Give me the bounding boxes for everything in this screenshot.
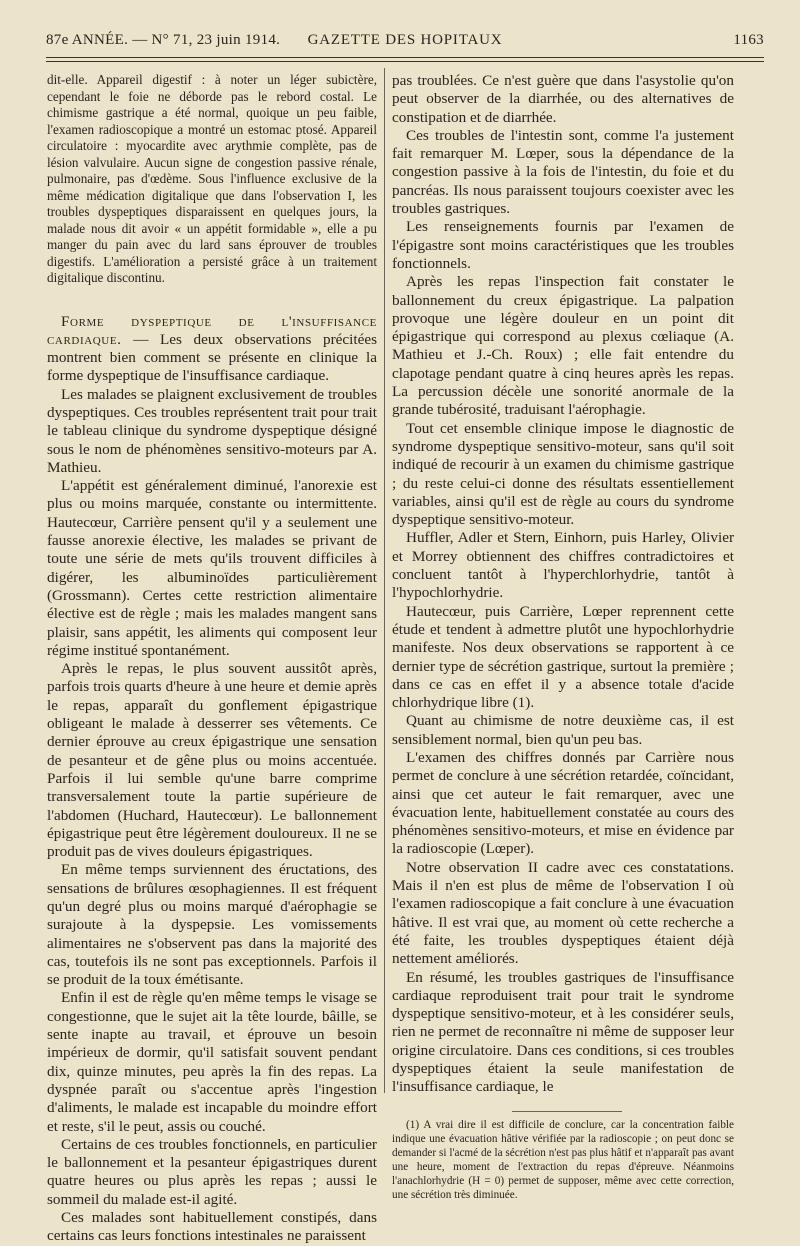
page-number: 1163: [733, 32, 764, 48]
footnote-rule: [512, 1111, 622, 1112]
footnote: (1) A vrai dire il est difficile de conclure, car la concentration faible indique une évacuation hâtive vérifiée par la radioscopie ; on peut donc se demander si l'acmé de la sécrétion n'est pas plus hâtif et n'apparaît pas avant une heure, moment de l'extraction du repas d'épreuve. Néanmoins l'anachlorhydrie (H = 0) permet de supposer, même avec cette correction, une sécrétion très diminuée.: [392, 1118, 734, 1201]
body-paragraph: Certains de ces troubles fonctionnels, en particulier le ballonnement et la pesanteur épigastriques durent quatre heures ou plus après les repas ; aussi le sommeil du malade est-il agité.: [47, 1135, 377, 1208]
body-paragraph: Ces troubles de l'intestin sont, comme l'a justement fait remarquer M. Lœper, sous la dépendance de la congestion passive à la fois de l'intestin, du foie et du pancréas. Ils nous paraissent toujours coexister avec les troubles gastriques.: [392, 126, 734, 218]
column-divider: [384, 68, 385, 1093]
body-paragraph: L'appétit est généralement diminué, l'anorexie est plus ou moins marquée, constante ou intermittente. Hautecœur, Carrière pensent qu'il y a seulement une fausse anorexie élective, les malades se privant de toute une série de mets qu'ils trouvent difficiles à digérer, les albuminoïdes particulièrement (Grossmann). Certes cette restriction alimentaire élective est de règle ; mais les malades mangent sans plaisir, sans appétit, les aliments qui composent leur régime institué spontanément.: [47, 477, 377, 659]
body-paragraph: Les renseignements fournis par l'examen de l'épigastre sont moins caractéristiques que les troubles fonctionnels.: [392, 218, 734, 272]
header-rule-top: [46, 57, 764, 58]
body-paragraph: En résumé, les troubles gastriques de l'insuffisance cardiaque reproduisent trait pour trait le syndrome dyspeptique sensitivo-moteur, et à les considérer seuls, rien ne permet de reconnaître ni même de supposer leur origine circulatoire. Dans ces conditions, si ces troubles dyspeptiques étaient la seule manifestation de l'insuffisance cardiaque, le: [392, 968, 734, 1096]
body-paragraph: Après les repas l'inspection fait constater le ballonnement du creux épigastrique. La palpation provoque une légère douleur en un point dit épigastrique qui correspond au plexus cœliaque (A. Mathieu et J.-Ch. Roux) ; elle fait entendre du clapotage pendant quatre à cinq heures après les repas. La percussion décèle une sonorité anormale de la grande tubérosité, traduisant l'aérophagie.: [392, 273, 734, 419]
body-paragraph: Notre observation II cadre avec ces constatations. Mais il n'en est plus de même de l'observation I où l'examen radioscopique a fait conclure à une évacuation hâtive. Il est vrai que, au moment où cette recherche a été faite, les troubles dyspeptiques étaient déjà nettement améliorés.: [392, 858, 734, 968]
body-paragraph: En même temps surviennent des éructations, des sensations de brûlures œsophagiennes. Il est fréquent qu'un degré plus ou moins marqué d'aérophagie se surajoute à la dyspepsie. Les vomissements alimentaires ne s'observent pas dans la majorité des cas, toutefois ils ne sont pas exceptionnels. Parfois il se produit de la toux émétisante.: [47, 861, 377, 989]
section-title: Forme dyspeptique de l'insuffisance cardiaque.: [47, 312, 377, 348]
body-paragraph: Enfin il est de règle qu'en même temps le visage se congestionne, que le sujet ait la tête lourde, bâille, se sente inapte au travail, et éprouve un besoin impérieux de dormir, qu'il satisfait souvent pendant dix, quinze minutes, peu après la fin des repas. La dyspnée paraît ou s'accentue après l'ingestion d'aliments, le malade est incapable du moindre effort et reste, s'il le peut, assis ou couché.: [47, 989, 377, 1135]
journal-title: GAZETTE DES HOPITAUX: [307, 32, 503, 48]
left-column: [47, 72, 377, 1246]
section-heading-paragraph: [47, 313, 377, 386]
right-column: [392, 72, 734, 1202]
section-intro: — Les deux observations précitées montrent bien comment se présente en clinique la forme dyspeptique de l'insuffisance cardiaque.: [47, 330, 377, 385]
body-paragraph: Ces malades sont habituellement constipés, dans certains cas leurs fonctions intestinales ne paraissent: [47, 1209, 377, 1245]
header-rule-bottom: [46, 61, 764, 62]
body-paragraph: Huffler, Adler et Stern, Einhorn, puis Harley, Olivier et Morrey obtiennent des chiffres contradictoires et concluent tantôt à l'hyperchlorhydrie, tantôt à l'hypochlorhydrie.: [392, 529, 734, 602]
body-paragraph: Quant au chimisme de notre deuxième cas, il est sensiblement normal, bien qu'un peu bas.: [392, 712, 734, 748]
body-paragraph: L'examen des chiffres donnés par Carrière nous permet de conclure à une sécrétion retardée, coïncidant, ainsi que cet auteur le fait remarquer, avec une évacuation lente, habituellement constatée au cours des phénomènes sensitivo-moteurs, et mise en évidence par la radioscopie (Lœper).: [392, 748, 734, 858]
case-report-paragraph: dit-elle. Appareil digestif : à noter un léger subictère, cependant le foie ne déborde pas le rebord costal. Le chimisme gastrique a été normal, quoique un peu faible, l'examen radioscopique a montré un estomac ptosé. Appareil circulatoire : myocardite avec arythmie complète, pas de lésion valvulaire. Aucun signe de congestion passive rénale, pulmonaire, pas d'œdème. Sous l'influence exclusive de la même médication digitalique que dans l'observation I, les troubles dyspeptiques disparaissent en quelques jours, la malade nous dit avoir « un appétit formidable », elle a pu manger du pain avec du lard sans éprouver de troubles digestifs. L'amélioration a persisté grâce à un traitement digitalique discontinu.: [47, 72, 377, 285]
body-paragraph: Après le repas, le plus souvent aussitôt après, parfois trois quarts d'heure à une heure et demie après le repas, apparaît du gonflement épigastrique obligeant le malade à desserrer ses vêtements. Ce dernier éprouve au creux épigastrique une sensation de pesanteur et de gêne plus ou moins accentuée. Parfois il lui semble qu'une barre comprime transversalement toute la partie supérieure de l'abdomen (Huchard, Hautecœur). Le ballonnement épigastrique peut être légèrement douloureux. Il ne se produit pas de vives douleurs épigastriques.: [47, 660, 377, 861]
body-paragraph: Tout cet ensemble clinique impose le diagnostic de syndrome dyspeptique sensitivo-moteur, sans qu'il soit indiqué de recourir à un examen du chimisme gastrique ; du reste celui-ci donne des résultats essentiellement variables, ainsi qu'il est de règle au cours du syndrome dyspeptique sensitivo-moteur.: [392, 419, 734, 529]
body-paragraph: Hautecœur, puis Carrière, Lœper reprennent cette étude et tendent à admettre plutôt une hypochlorhydrie manifeste. Nos deux observations se rapportent à ce dernier type de sécrétion gastrique, surtout la première ; dans ce cas en effet il y a absence totale d'acide chlorhydrique libre (1).: [392, 602, 734, 712]
body-paragraph: Les malades se plaignent exclusivement de troubles dyspeptiques. Ces troubles représentent trait pour trait le tableau clinique du syndrome dyspeptique désigné sous le nom de phénomènes sensitivo-moteurs par A. Mathieu.: [47, 385, 377, 476]
issue-info: 87e ANNÉE. — N° 71, 23 juin 1914.: [46, 32, 281, 48]
page-header: [46, 30, 764, 54]
body-paragraph: pas troublées. Ce n'est guère que dans l'asystolie qu'on peut observer de la diarrhée, ou des alternatives de constipation et de diarrhée.: [392, 72, 734, 126]
